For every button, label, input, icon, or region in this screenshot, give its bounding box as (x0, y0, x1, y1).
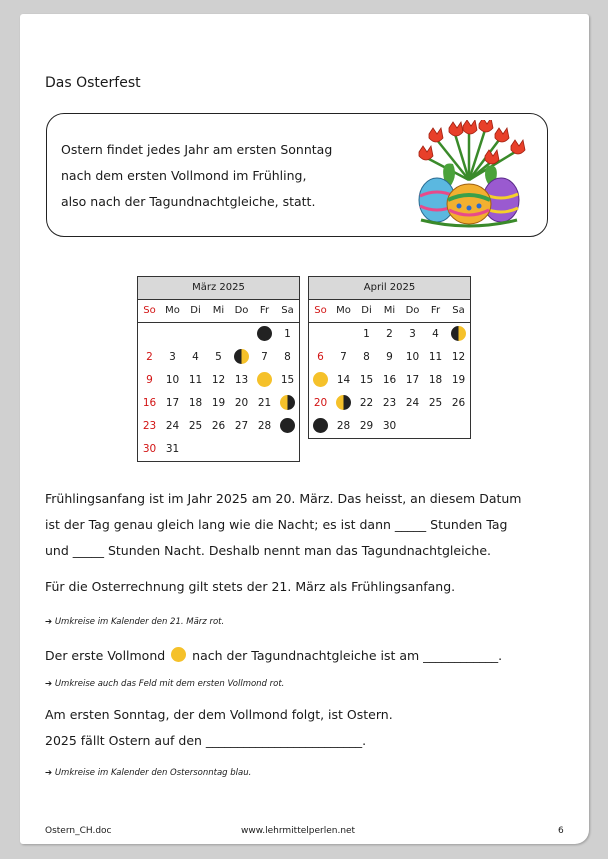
calendar-empty-cell (184, 323, 207, 346)
calendar-day[interactable]: 17 (165, 397, 180, 409)
calendar-day[interactable]: 18 (188, 397, 203, 409)
page-title: Das Osterfest (45, 75, 141, 91)
full-moon-icon (257, 372, 272, 387)
calendar-day[interactable]: 30 (142, 443, 157, 455)
calendar-day[interactable]: 10 (165, 374, 180, 386)
calendar-day[interactable]: 20 (234, 397, 249, 409)
calendar-day[interactable]: 16 (142, 397, 157, 409)
calendar-day[interactable]: 8 (363, 351, 370, 363)
instruction-note-1: ➔ Umkreise im Kalender den 21. März rot. (45, 617, 225, 627)
calendar-empty-cell (230, 438, 253, 461)
moon-phase-cell[interactable] (253, 369, 276, 392)
intro-line-1: Ostern findet jedes Jahr am ersten Sonntag (61, 142, 333, 157)
calendar-week-row (138, 369, 299, 392)
new-moon-icon (257, 326, 272, 341)
calendar-day[interactable]: 15 (280, 374, 295, 386)
calendar-week-row (309, 415, 470, 438)
instruction-note-3: ➔ Umkreise im Kalender den Ostersonntag blau. (45, 768, 252, 778)
calendar-week-row (138, 392, 299, 415)
calendar-day[interactable]: 11 (188, 374, 203, 386)
calendar-day[interactable]: 9 (386, 351, 393, 363)
calendar-day[interactable]: 15 (359, 374, 374, 386)
calendar-april (308, 276, 471, 439)
instruction-note-2: ➔ Umkreise auch das Feld mit dem ersten Vollmond rot. (45, 679, 285, 689)
weekday-header-row (309, 300, 470, 323)
calendar-day[interactable]: 25 (428, 397, 443, 409)
calendar-day[interactable]: 27 (234, 420, 249, 432)
calendar-day[interactable]: 4 (192, 351, 199, 363)
full-moon-icon (171, 647, 186, 662)
calendar-day[interactable]: 5 (215, 351, 222, 363)
calendar-week-row (309, 369, 470, 392)
calendar-empty-cell (253, 438, 276, 461)
calendar-day[interactable]: 22 (359, 397, 374, 409)
calendar-empty-cell (424, 415, 447, 438)
full-moon-icon (313, 372, 328, 387)
moon-phase-cell[interactable] (332, 392, 355, 415)
calendar-day[interactable]: 28 (336, 420, 351, 432)
calendar-day[interactable]: 17 (405, 374, 420, 386)
calendar-day[interactable]: 3 (409, 328, 416, 340)
weekday-label: Di (361, 305, 372, 316)
calendar-april-grid (309, 300, 470, 438)
weekday-label: So (143, 305, 156, 316)
calendar-day[interactable]: 2 (146, 351, 153, 363)
calendar-march-title: März 2025 (138, 277, 299, 300)
weekday-label: Fr (259, 305, 270, 316)
paragraph-easter-rule: Für die Osterrechnung gilt stets der 21. März als Frühlingsanfang. (45, 579, 456, 594)
calendar-week-row (309, 323, 470, 346)
calendar-day[interactable]: 23 (382, 397, 397, 409)
calendar-day[interactable]: 28 (257, 420, 272, 432)
calendar-day[interactable]: 1 (363, 328, 370, 340)
weekday-label: Mo (165, 305, 180, 316)
calendar-empty-cell (207, 438, 230, 461)
weekday-label: Sa (452, 305, 465, 316)
calendar-week-row (309, 392, 470, 415)
moon-phase-cell[interactable] (309, 369, 332, 392)
weekday-label: Do (234, 305, 249, 316)
calendar-march (137, 276, 300, 462)
moon-phase-cell[interactable] (309, 415, 332, 438)
calendar-empty-cell (276, 438, 299, 461)
weekday-header-row (138, 300, 299, 323)
weekday-label: Mi (212, 305, 225, 316)
lastq-moon-icon (280, 395, 295, 410)
firstq-moon-icon (451, 326, 466, 341)
intro-line-2: nach dem ersten Vollmond im Frühling, (61, 168, 307, 183)
new-moon-icon (313, 418, 328, 433)
intro-box (46, 113, 548, 237)
calendar-empty-cell (332, 323, 355, 346)
paragraph-easter-line-2: 2025 fällt Ostern auf den _________________________. (45, 733, 367, 748)
footer-page-number: 6 (558, 826, 564, 836)
calendar-empty-cell (138, 323, 161, 346)
calendar-day[interactable]: 7 (261, 351, 268, 363)
calendar-day[interactable]: 24 (165, 420, 180, 432)
calendar-day[interactable]: 19 (211, 397, 226, 409)
weekday-label: Fr (430, 305, 441, 316)
moon-phase-cell[interactable] (253, 323, 276, 346)
footer-website[interactable]: www.lehrmittelperlen.net (241, 826, 356, 836)
calendar-day[interactable]: 12 (451, 351, 466, 363)
calendar-empty-cell (230, 323, 253, 346)
paragraph-easter-line-1: Am ersten Sonntag, der dem Vollmond folgt, ist Ostern. (45, 707, 393, 722)
calendar-day[interactable]: 2 (386, 328, 393, 340)
paragraph-spring-line-2: ist der Tag genau gleich lang wie die Nacht; es ist dann _____ Stunden Tag (45, 517, 508, 532)
moon-phase-cell[interactable] (276, 415, 299, 438)
calendar-day[interactable]: 8 (284, 351, 291, 363)
calendar-empty-cell (184, 438, 207, 461)
paragraph-full-moon (45, 647, 502, 663)
calendar-empty-cell (447, 415, 470, 438)
calendar-day[interactable]: 26 (451, 397, 466, 409)
moon-phase-cell[interactable] (230, 346, 253, 369)
weekday-label: Do (405, 305, 420, 316)
calendar-day[interactable]: 19 (451, 374, 466, 386)
calendar-empty-cell (161, 323, 184, 346)
weekday-label: Mo (336, 305, 351, 316)
calendar-day[interactable]: 4 (432, 328, 439, 340)
weekday-label: So (314, 305, 327, 316)
moon-phase-cell[interactable] (276, 392, 299, 415)
calendar-week-row (138, 415, 299, 438)
calendar-april-title: April 2025 (309, 277, 470, 300)
calendar-week-row (138, 346, 299, 369)
weekday-label: Di (190, 305, 201, 316)
weekday-label: Sa (281, 305, 294, 316)
calendar-empty-cell (309, 323, 332, 346)
calendar-day[interactable]: 25 (188, 420, 203, 432)
calendar-week-row (138, 323, 299, 346)
paragraph-spring-line-1: Frühlingsanfang ist im Jahr 2025 am 20. März. Das heisst, an diesem Datum (45, 491, 522, 506)
lastq-moon-icon (336, 395, 351, 410)
calendar-week-row (309, 346, 470, 369)
calendar-day[interactable]: 14 (336, 374, 351, 386)
new-moon-icon (280, 418, 295, 433)
calendar-day[interactable]: 3 (169, 351, 176, 363)
firstq-moon-icon (234, 349, 249, 364)
calendar-day[interactable]: 31 (165, 443, 180, 455)
calendar-day[interactable]: 24 (405, 397, 420, 409)
calendar-day[interactable]: 16 (382, 374, 397, 386)
calendar-day[interactable]: 30 (382, 420, 397, 432)
intro-line-3: also nach der Tagundnachtgleiche, statt. (61, 194, 316, 209)
calendar-day[interactable]: 1 (284, 328, 291, 340)
calendar-day[interactable]: 21 (257, 397, 272, 409)
full-moon-text-after: nach der Tagundnachtgleiche ist am ____________. (192, 648, 503, 663)
tulips-easter-eggs-icon (407, 120, 532, 228)
calendar-day[interactable]: 18 (428, 374, 443, 386)
calendar-day[interactable]: 13 (234, 374, 249, 386)
weekday-label: Mi (383, 305, 396, 316)
footer-filename: Ostern_CH.doc (45, 826, 112, 836)
calendar-empty-cell (207, 323, 230, 346)
calendar-day[interactable]: 11 (428, 351, 443, 363)
calendar-day[interactable]: 20 (313, 397, 328, 409)
moon-phase-cell[interactable] (447, 323, 470, 346)
calendar-day[interactable]: 12 (211, 374, 226, 386)
calendar-day[interactable]: 10 (405, 351, 420, 363)
calendar-day[interactable]: 29 (359, 420, 374, 432)
calendar-day[interactable]: 26 (211, 420, 226, 432)
calendar-march-grid (138, 300, 299, 461)
calendar-day[interactable]: 23 (142, 420, 157, 432)
calendar-day[interactable]: 7 (340, 351, 347, 363)
full-moon-text-before: Der erste Vollmond (45, 648, 166, 663)
calendar-empty-cell (401, 415, 424, 438)
paragraph-spring-line-3: und _____ Stunden Nacht. Deshalb nennt man das Tagundnachtgleiche. (45, 543, 492, 558)
calendar-week-row (138, 438, 299, 461)
calendar-day[interactable]: 9 (146, 374, 153, 386)
calendar-day[interactable]: 6 (317, 351, 324, 363)
